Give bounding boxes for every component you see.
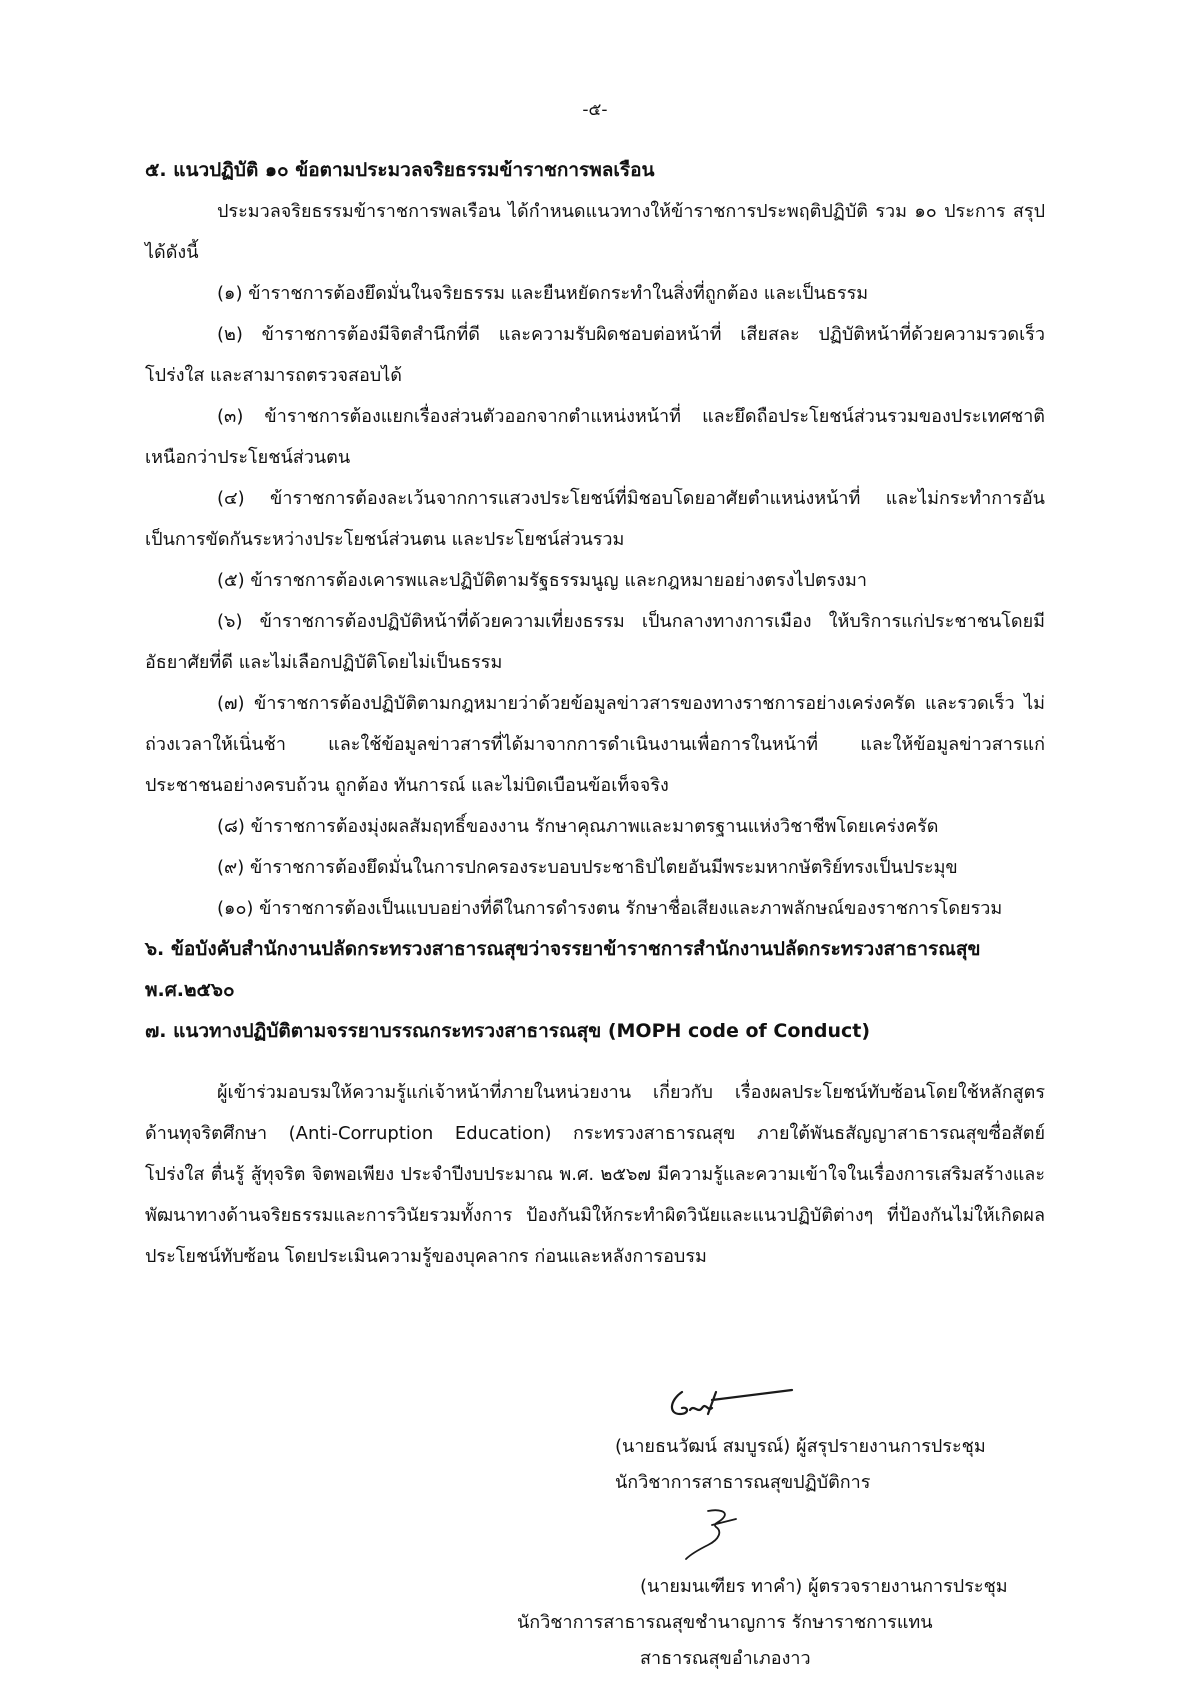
- page-number: -๕-: [582, 100, 608, 120]
- document-body: [145, 150, 1045, 1277]
- list-item: (๓) ข้าราชการต้องแยกเรื่องส่วนตัวออกจากตำแหน่งหน้าที่ และยึดถือประโยชน์ส่วนรวมของประเทศชาติเหนือกว่าประโยชน์ส่วนตน: [145, 406, 1045, 468]
- signature-2-name: (นายมนเฑียร ทาคำ) ผู้ตรวจรายงานการประชุม: [640, 1576, 1008, 1597]
- section-7-heading: ๗. แนวทางปฏิบัติตามจรรยาบรรณกระทรวงสาธารณสุข (MOPH code of Conduct): [145, 1020, 871, 1042]
- signature-2-image: [678, 1505, 748, 1563]
- signature-2-office: สาธารณสุขอำเภองาว: [640, 1648, 811, 1669]
- list-item: (๑๐) ข้าราชการต้องเป็นแบบอย่างที่ดีในการดำรงตน รักษาชื่อเสียงและภาพลักษณ์ของราชการโดยรวม: [217, 898, 1003, 919]
- signature-1-name: (นายธนวัฒน์ สมบูรณ์) ผู้สรุปรายงานการประชุม: [615, 1436, 986, 1457]
- signature-1-image: [660, 1370, 800, 1430]
- section-5-heading: ๕. แนวปฏิบัติ ๑๐ ข้อตามประมวลจริยธรรมข้าราชการพลเรือน: [145, 159, 655, 181]
- list-item: (๖) ข้าราชการต้องปฏิบัติหน้าที่ด้วยความเที่ยงธรรม เป็นกลางทางการเมือง ให้บริการแก่ประชาชนโดยมีอัธยาศัยที่ดี และไม่เลือกปฏิบัติโดยไม่เป็นธรรม: [145, 611, 1045, 673]
- list-item: (๗) ข้าราชการต้องปฏิบัติตามกฎหมายว่าด้วยข้อมูลข่าวสารของทางราชการอย่างเคร่งครัด และรวดเร็ว ไม่ถ่วงเวลาให้เนิ่นช้า และใช้ข้อมูลข่าวสารที่ได้มาจากการดำเนินงานเพื่อการในหน้าที่ และให้ข้อมูลข่าวสารแก่ประชาชนอย่างครบถ้วน ถูกต้อง ทันการณ์ และไม่บิดเบือนข้อเท็จจริง: [145, 693, 1045, 796]
- section-5-intro: ประมวลจริยธรรมข้าราชการพลเรือน ได้กำหนดแนวทางให้ข้าราชการประพฤติปฏิบัติ รวม ๑๐ ประการ สรุปได้ดังนี้: [145, 201, 1045, 263]
- list-item: (๒) ข้าราชการต้องมีจิตสำนึกที่ดี และความรับผิดชอบต่อหน้าที่ เสียสละ ปฏิบัติหน้าที่ด้วยความรวดเร็ว โปร่งใส และสามารถตรวจสอบได้: [145, 324, 1045, 386]
- signature-1-position: นักวิชาการสาธารณสุขปฏิบัติการ: [615, 1472, 871, 1493]
- list-item: (๙) ข้าราชการต้องยึดมั่นในการปกครองระบอบประชาธิปไตยอันมีพระมหากษัตริย์ทรงเป็นประมุข: [217, 857, 958, 878]
- signature-2-position: นักวิชาการสาธารณสุขชำนาญการ รักษาราชการแทน: [517, 1612, 933, 1633]
- section-7-body: ผู้เข้าร่วมอบรมให้ความรู้แก่เจ้าหน้าที่ภายในหน่วยงาน เกี่ยวกับ เรื่องผลประโยชน์ทับซ้อนโดยใช้หลักสูตรด้านทุจริตศึกษา (Anti-Corruption Education) กระทรวงสาธารณสุข ภายใต้พันธสัญญาสาธารณสุขซื่อสัตย์ โปร่งใส ตื่นรู้ สู้ทุจริต จิตพอเพียง ประจำปีงบประมาณ พ.ศ. ๒๕๖๗ มีความรู้และความเข้าใจในเรื่องการเสริมสร้างและพัฒนาทางด้านจริยธรรมและการวินัยรวมทั้งการ ป้องกันมิให้กระทำผิดวินัยและแนวปฏิบัติต่างๆ ที่ป้องกันไม่ให้เกิดผลประโยชน์ทับซ้อน โดยประเมินความรู้ของบุคลากร ก่อนและหลังการอบรม: [145, 1082, 1045, 1267]
- list-item: (๘) ข้าราชการต้องมุ่งผลสัมฤทธิ์ของงาน รักษาคุณภาพและมาตรฐานแห่งวิชาชีพโดยเคร่งครัด: [217, 816, 939, 837]
- section-6-heading: ๖. ข้อบังคับสำนักงานปลัดกระทรวงสาธารณสุขว่าจรรยาข้าราชการสำนักงานปลัดกระทรวงสาธารณสุข พ.ศ.๒๕๖๐: [145, 938, 981, 1001]
- list-item: (๔) ข้าราชการต้องละเว้นจากการแสวงประโยชน์ที่มิชอบโดยอาศัยตำแหน่งหน้าที่ และไม่กระทำการอันเป็นการขัดกันระหว่างประโยชน์ส่วนตน และประโยชน์ส่วนรวม: [145, 488, 1045, 550]
- list-item: (๕) ข้าราชการต้องเคารพและปฏิบัติตามรัฐธรรมนูญ และกฎหมายอย่างตรงไปตรงมา: [217, 570, 867, 591]
- list-item: (๑) ข้าราชการต้องยึดมั่นในจริยธรรม และยืนหยัดกระทำในสิ่งที่ถูกต้อง และเป็นธรรม: [217, 283, 869, 304]
